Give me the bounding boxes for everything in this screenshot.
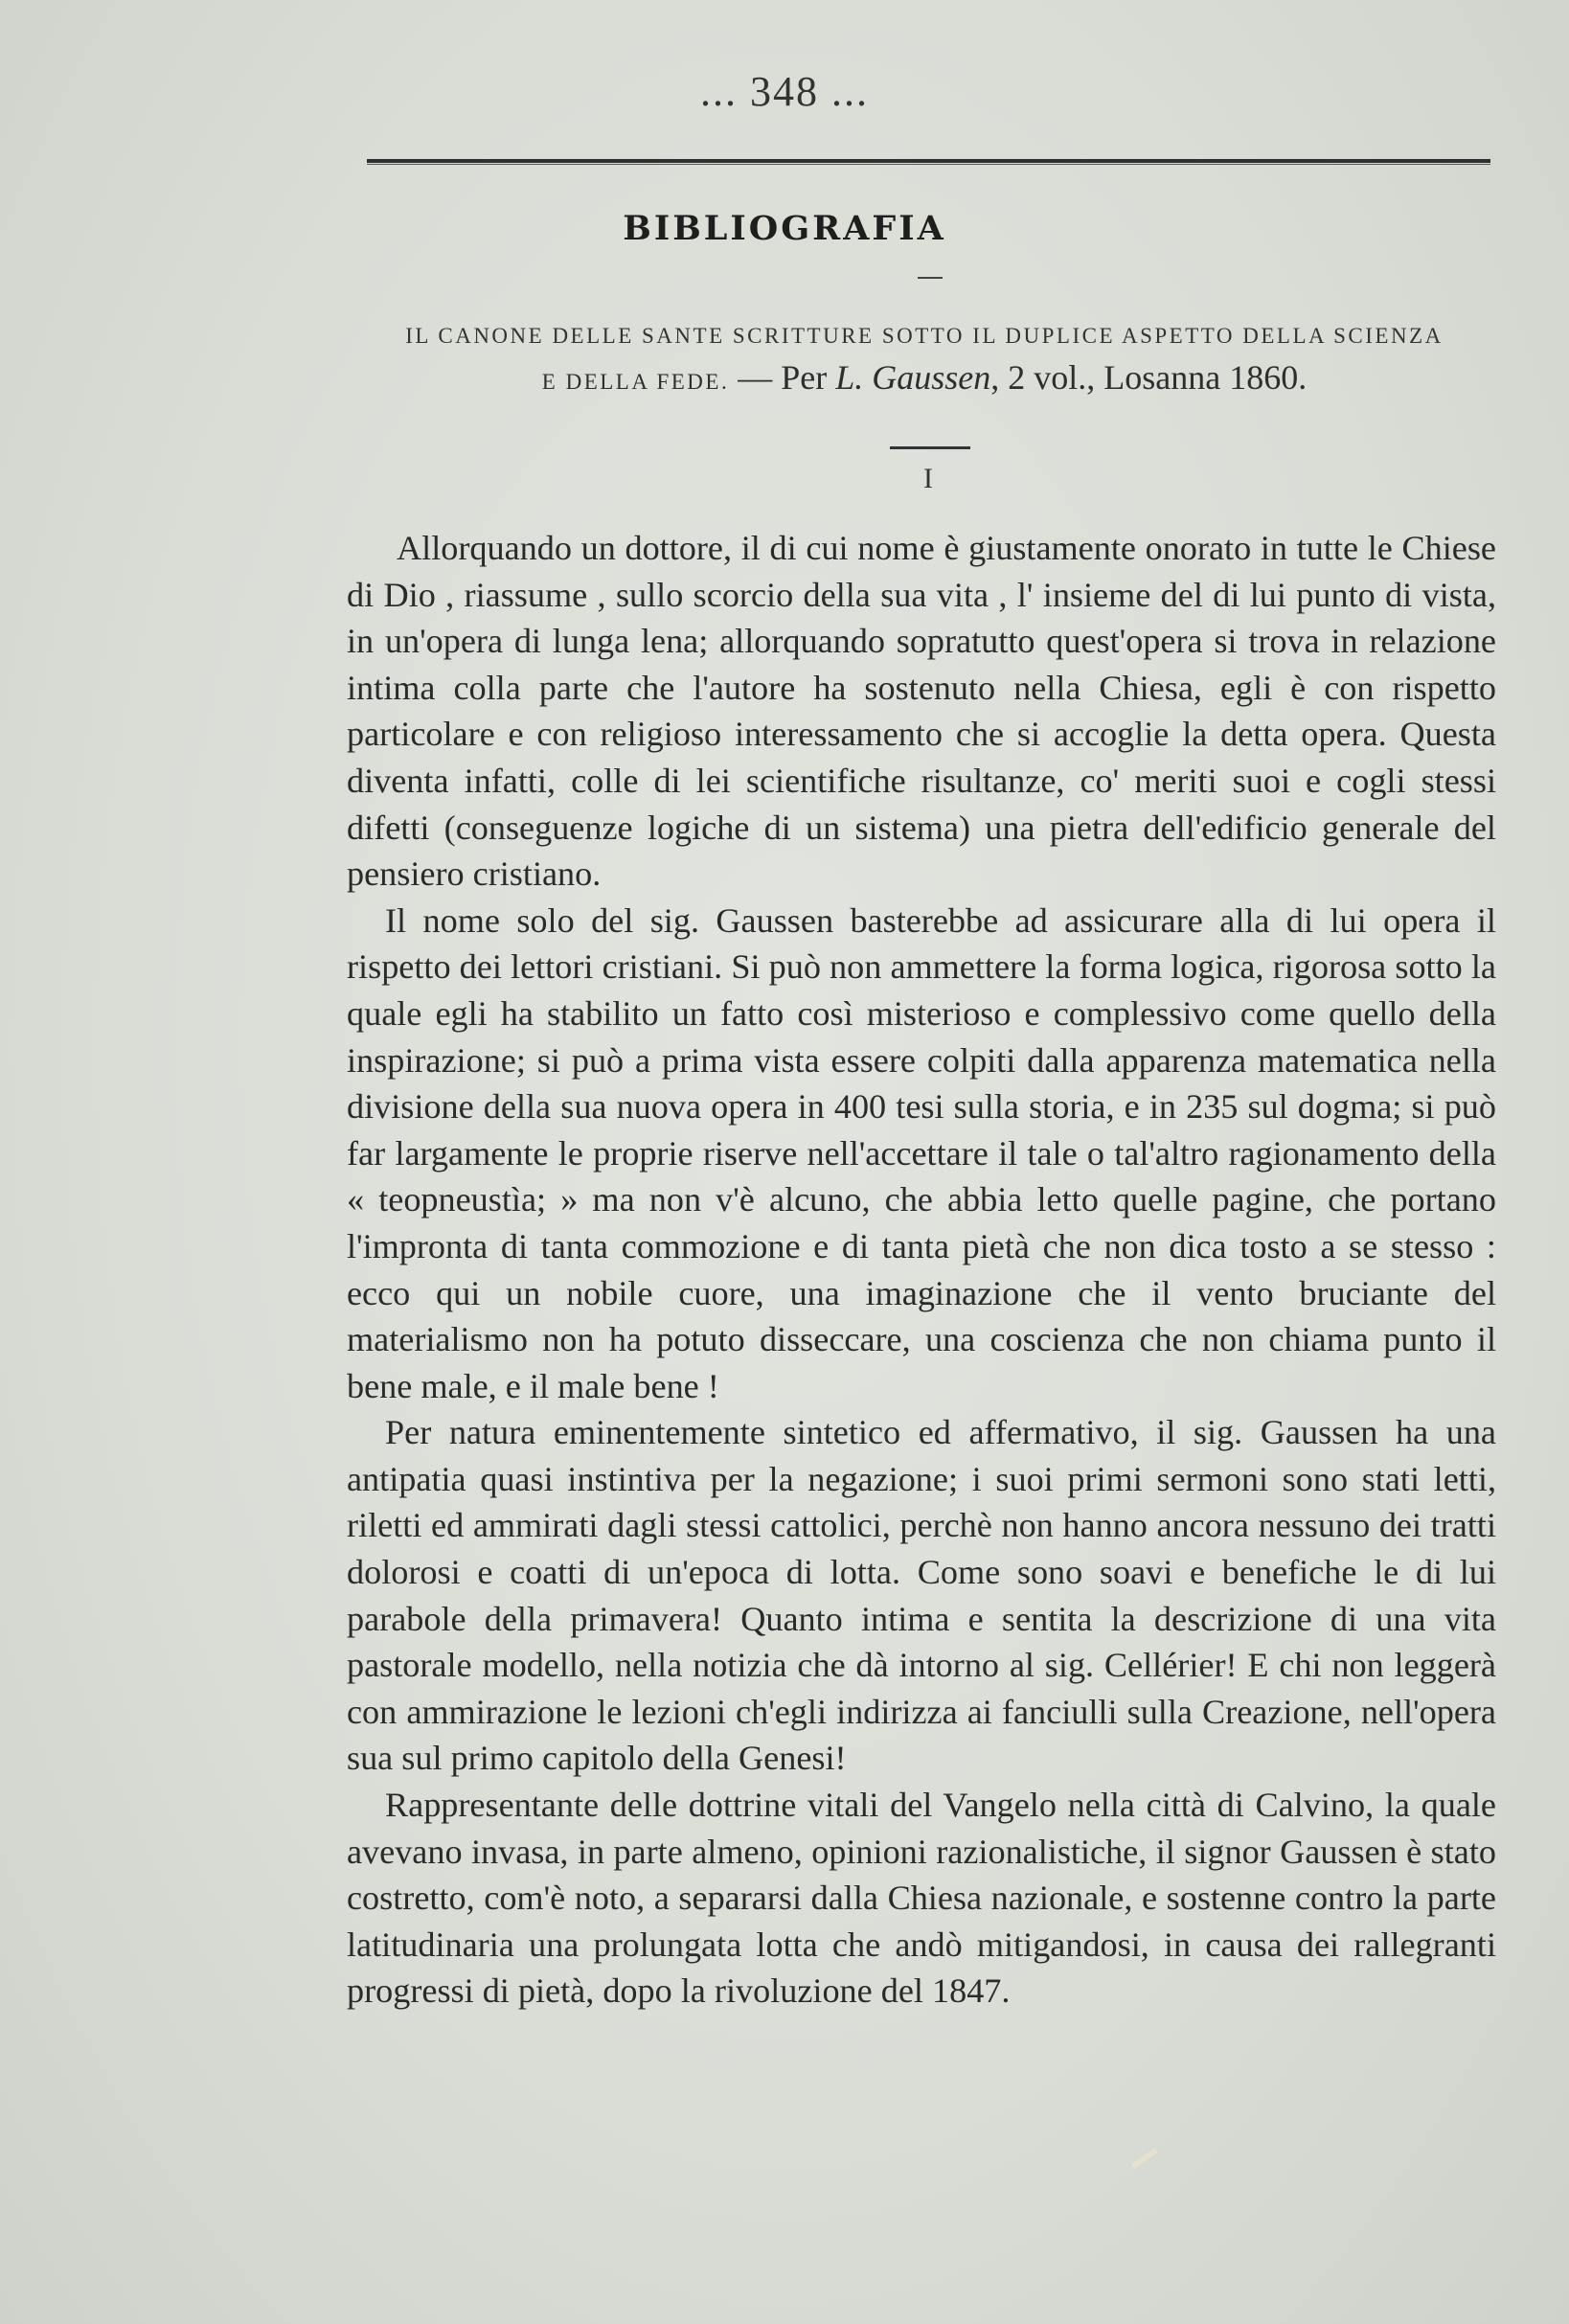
book-title-line-2 bbox=[351, 356, 1498, 403]
author-name: Gaussen bbox=[872, 358, 991, 397]
paper-stain bbox=[1131, 2148, 1158, 2169]
book-title-per: — Per bbox=[729, 358, 836, 397]
book-title-line-1: IL CANONE DELLE SANTE SCRITTURE SOTTO IL DUPLICE ASPETTO DELLA SCIENZA bbox=[405, 324, 1444, 348]
author-initial: L. bbox=[835, 358, 864, 397]
article-body bbox=[347, 525, 1496, 2015]
paragraph-2: Il nome solo del sig. Gaussen basterebbe ad assicurare alla di lui opera il rispetto dei lettori cristiani. Si può non ammettere la forma logica, rigorosa sotto la quale egli ha stabilito un fatto così misterioso e complessivo come quello della inspirazione; si può a prima vista essere colpiti dalla apparenza matematica nella divisione della sua nuova opera in 400 tesi sulla storia, e in 235 sul dogma; si può far largamente le proprie riserve nell'accettare il tale o tal'altro ragionamento della « teopneustìa; » ma non v'è alcuno, che abbia letto quelle pagine, che portano l'impronta di tanta commozione e di tanta pietà che non dica tosto a se stesso : ecco qui un nobile cuore, una imaginazione che il vento bruciante del materialismo non ha potuto disseccare, una coscienza che non chiama punto il bene male, e il male bene ! bbox=[347, 900, 1496, 1405]
page-number: ... 348 ... bbox=[700, 68, 869, 115]
book-title-smallcaps: E DELLA FEDE. bbox=[541, 370, 730, 394]
part-number: I bbox=[923, 463, 933, 494]
book-title-edition: , 2 vol., Losanna 1860. bbox=[990, 358, 1308, 397]
paragraph-1: Allorquando un dottore, il di cui nome è giustamente onorato in tutte le Chiese di Dio , riassume , sullo scorcio della sua vita , l' insieme del di lui punto di vista, in un'opera di lunga lena; allorquando sopratutto quest'opera si trova in relazione intima colla parte che l'autore ha sostenuto nella Chiesa, egli è con rispetto particolare e con religioso interessamento che si accoglie la detta opera. Questa diventa infatti, colle di lei scientifiche risultanze, co' meriti suoi e cogli stessi difetti (conseguenze logiche di un sistema) una pietra dell'edificio generale del pensiero cristiano. bbox=[347, 529, 1496, 894]
title-dash bbox=[918, 277, 943, 279]
paragraph-4: Rappresentante delle dottrine vitali del Vangelo nella città di Calvino, la quale avevano invasa, in parte almeno, opinioni razionalistiche, il signor Gaussen è stato costretto, com'è noto, a separarsi dalla Chiesa nazionale, e sostenne contro la parte latitudinaria una prolungata lotta che andò mitigandosi, in causa dei rallegranti progressi di pietà, dopo la rivoluzione del 1847. bbox=[347, 1786, 1496, 2011]
section-rule bbox=[890, 446, 970, 449]
header-rule bbox=[367, 159, 1490, 165]
paragraph-3: Per natura eminentemente sintetico ed affermativo, il sig. Gaussen ha una antipatia quasi instintiva per la negazione; i suoi primi sermoni sono stati letti, riletti ed ammirati dagli stessi cattolici, perchè non hanno ancora nessuno dei tratti dolorosi e coatti di un'epoca di lotta. Come sono soavi e benefiche le di lui parabole della primavera! Quanto intima e sentita la descrizione di una vita pastorale modello, nella notizia che dà intorno al sig. Cellérier! E chi non leggerà con ammirazione le lezioni ch'egli indirizza ai fanciulli sulla Creazione, nell'opera sua sul primo capitolo della Genesi! bbox=[347, 1413, 1496, 1778]
section-title: BIBLIOGRAFIA bbox=[623, 209, 946, 248]
